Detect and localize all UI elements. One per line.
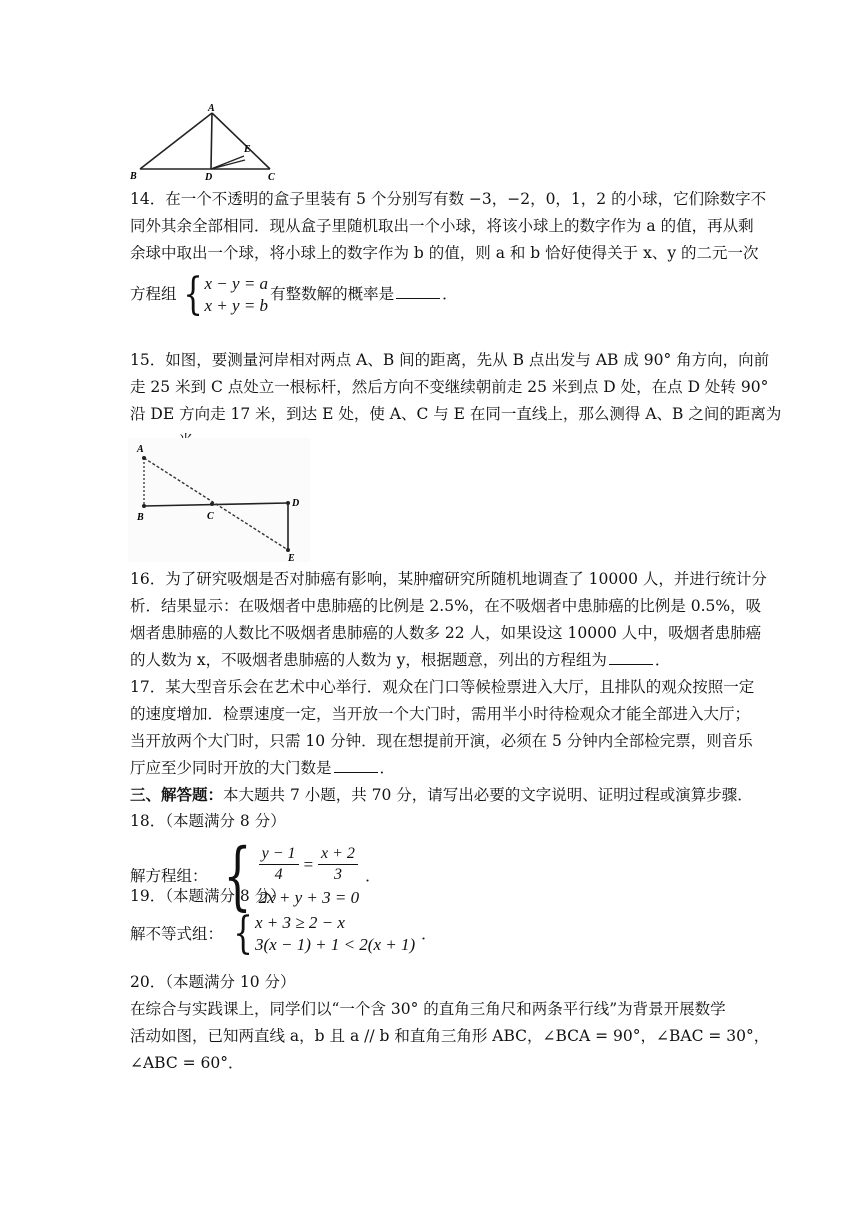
section-3-title: 三、解答题： bbox=[130, 785, 224, 804]
q18-equals: = bbox=[302, 854, 314, 874]
label-D: D bbox=[205, 172, 213, 183]
figure-13-triangle bbox=[128, 104, 278, 184]
question-19 bbox=[130, 883, 730, 959]
brace-icon: { bbox=[222, 833, 252, 919]
q17-line4 bbox=[130, 755, 730, 782]
q17-line1: 17．某大型音乐会在艺术中心举行．观众在门口等候检票进入大厅，且排队的观众按照一定 bbox=[130, 678, 755, 696]
q14-eq2: x + y = b bbox=[204, 296, 269, 315]
section-3-text: 本大题共 7 小题，共 70 分，请写出必要的文字说明、证明过程或演算步骤． bbox=[223, 786, 753, 804]
q18-frac2 bbox=[318, 844, 358, 885]
label-E: E bbox=[244, 144, 251, 155]
q19-inequality-system bbox=[229, 908, 416, 959]
q15-line2: 走 25 米到 C 点处立一根标杆，然后方向不变继续朝前走 25 米到点 D 处，在点 D 处转 90° bbox=[130, 378, 769, 396]
q18-end: ． bbox=[365, 866, 381, 885]
q18-eq1 bbox=[259, 844, 360, 885]
q18-num1: y − 1 bbox=[259, 844, 299, 865]
q19-prefix: 解不等式组： bbox=[130, 924, 224, 943]
label-D: D bbox=[292, 498, 300, 509]
label-A: A bbox=[208, 104, 215, 114]
q17-answer-blank bbox=[334, 758, 378, 773]
q20-line2: 活动如图，已知两直线 a，b 且 a // b 和直角三角形 ABC，∠BCA = 90°，∠BAC = 30°， bbox=[130, 1027, 770, 1045]
section-3-line bbox=[130, 781, 753, 809]
q14-eq1: x − y = a bbox=[204, 274, 269, 293]
q19-system-row bbox=[130, 908, 730, 959]
brace-icon: { bbox=[233, 908, 253, 959]
label-B: B bbox=[130, 171, 137, 182]
q19-end: ． bbox=[421, 924, 437, 943]
q17-end: ． bbox=[379, 759, 396, 777]
q20-line3: ∠ABC = 60°． bbox=[130, 1054, 244, 1072]
label-C: C bbox=[268, 172, 275, 183]
brace-icon: { bbox=[182, 269, 203, 320]
q14-line4 bbox=[130, 269, 730, 320]
segment-DE bbox=[211, 156, 244, 169]
q16-line3: 烟者患肺癌的人数比不吸烟者患肺癌的人数多 22 人，如果设这 10000 人中，吸烟者患肺癌 bbox=[130, 624, 762, 642]
q16-line4-text: 的人数为 x，不吸烟者患肺癌的人数为 y，根据题意，列出的方程组为 bbox=[130, 651, 607, 669]
label-C: C bbox=[207, 511, 214, 522]
question-14 bbox=[130, 186, 767, 320]
q14-end: ． bbox=[442, 285, 458, 303]
segment-AB bbox=[140, 113, 212, 169]
q18-frac1 bbox=[259, 844, 299, 885]
q18-eq2: 2x + y + 3 = 0 bbox=[258, 887, 360, 907]
q14-equation-system bbox=[179, 269, 269, 320]
q16-answer-blank bbox=[609, 650, 653, 665]
label-B: B bbox=[137, 512, 144, 523]
q17-line4-text: 厅应至少同时开放的大门数是 bbox=[130, 759, 332, 777]
q14-prefix: 方程组 bbox=[130, 285, 177, 303]
segment-AD bbox=[211, 113, 212, 169]
q17-line2: 的速度增加．检票速度一定，当开放一个大门时，需用半小时待检观众才能全部进入大厅； bbox=[130, 705, 751, 723]
q20-line1: 在综合与实践课上，同学们以“一个含 30° 的直角三角尺和两条平行线”为背景开展数学 bbox=[130, 1000, 726, 1018]
section-3 bbox=[130, 781, 753, 809]
q16-line2: 析．结果显示：在吸烟者中患肺癌的比例是 2.5%，在不吸烟者中患肺癌的比例是 0.5%，吸 bbox=[130, 597, 762, 615]
q18-den2: 3 bbox=[333, 865, 342, 883]
q19-head: 19．（本题满分 8 分） bbox=[130, 887, 286, 905]
q18-head: 18．（本题满分 8 分） bbox=[130, 812, 286, 830]
q15-line1: 15．如图，要测量河岸相对两点 A、B 间的距离，先从 B 点出发与 AB 成 90° 角方向，向前 bbox=[130, 351, 770, 369]
q14-suffix: 有整数解的概率是 bbox=[270, 285, 395, 303]
q18-prefix: 解方程组： bbox=[130, 866, 208, 885]
question-20 bbox=[130, 969, 770, 1077]
q14-answer-blank bbox=[396, 284, 440, 299]
q16-line1: 16．为了研究吸烟是否对肺癌有影响，某肿瘤研究所随机地调查了 10000 人，并进行统计分 bbox=[130, 570, 767, 588]
q19-ineq2: 3(x − 1) + 1 < 2(x + 1) bbox=[255, 935, 416, 954]
figure-15-river-measure bbox=[128, 438, 310, 562]
question-17 bbox=[130, 674, 755, 782]
question-16 bbox=[130, 566, 767, 674]
q18-den1: 4 bbox=[274, 865, 283, 883]
q16-end: ． bbox=[654, 651, 671, 669]
q14-line2: 同外其余全部相同．现从盒子里随机取出一个小球，将该小球上的数字作为 a 的值，再从剩 bbox=[130, 217, 754, 235]
label-E: E bbox=[288, 553, 295, 562]
q20-head: 20．（本题满分 10 分） bbox=[130, 973, 296, 991]
segment-DE-extra bbox=[211, 160, 245, 169]
q17-line3: 当开放两个大门时，只需 10 分钟．现在想提前开演，必须在 5 分钟内全部检完票，则音乐 bbox=[130, 732, 753, 750]
q14-line1: 14．在一个不透明的盒子里装有 5 个分别写有数 −3，−2，0，1，2 的小球，它们除数字不 bbox=[130, 190, 767, 208]
q16-line4 bbox=[130, 647, 730, 674]
label-A: A bbox=[137, 444, 144, 455]
q14-line3: 余球中取出一个球，将小球上的数字作为 b 的值，则 a 和 b 恰好使得关于 x、y 的二元一次 bbox=[130, 244, 759, 262]
q18-num2: x + 2 bbox=[318, 844, 358, 865]
q15-line3: 沿 DE 方向走 17 米，到达 E 处，使 A、C 与 E 在同一直线上，那么测得 A、B 之间的距离为 bbox=[130, 405, 782, 423]
q19-ineq1: x + 3 ≥ 2 − x bbox=[255, 913, 345, 932]
